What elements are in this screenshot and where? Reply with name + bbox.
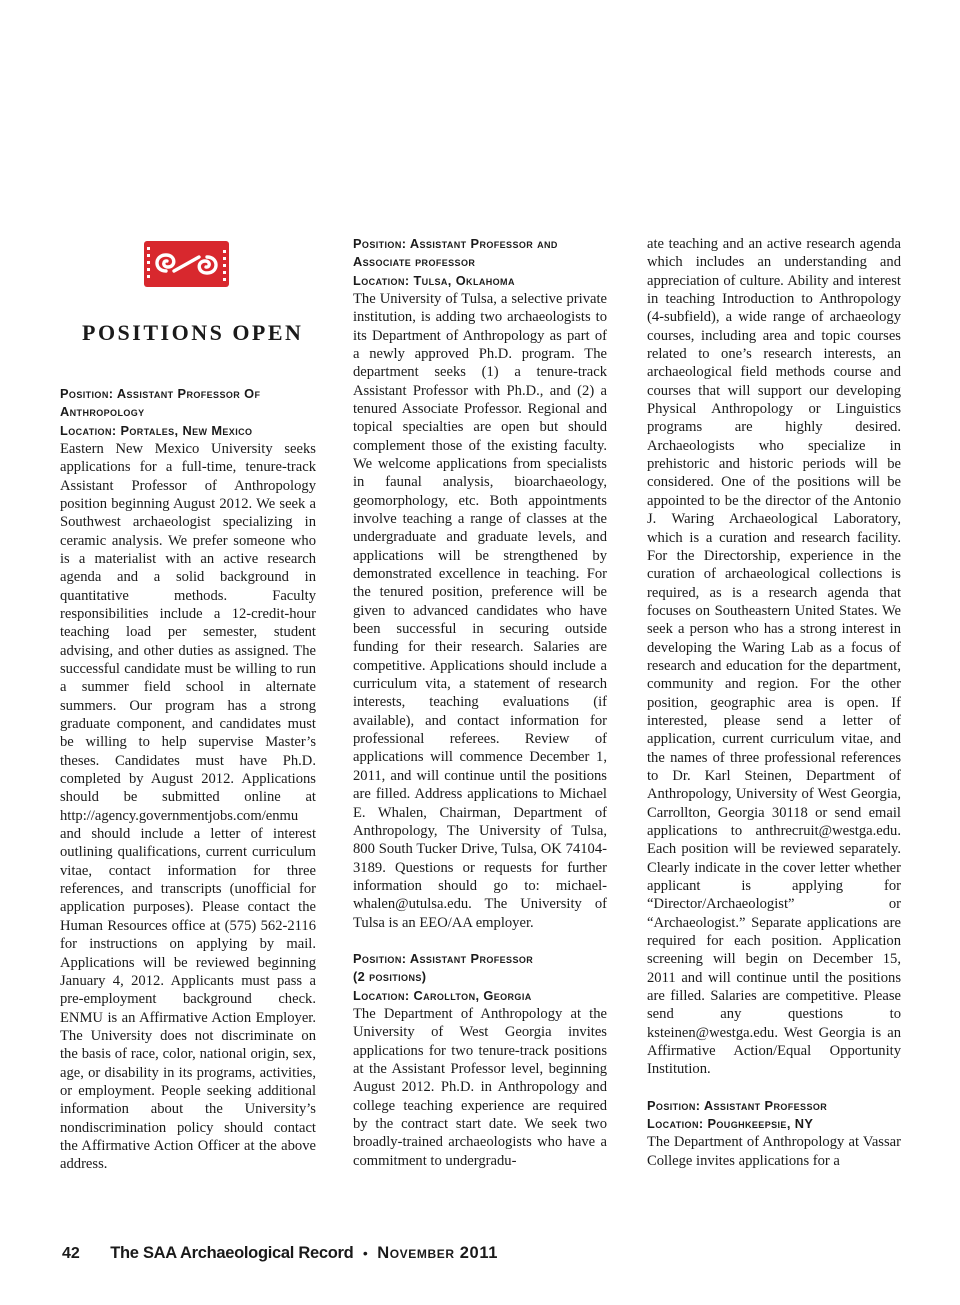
- page-number: 42: [62, 1245, 80, 1262]
- position-heading: Position: Assistant Professor Of Anthropology: [60, 386, 261, 420]
- page-title: POSITIONS OPEN: [82, 320, 304, 345]
- journal-title: The SAA Archaeological Record: [110, 1244, 354, 1262]
- issue-date: November 2011: [377, 1244, 498, 1262]
- listing-body: The Department of Anthropology at the University of West Georgia invites applications for two tenure-track positions at the Assistant Professor level, beginning August 2012. Ph.D. in Anthropology and college teaching experience are required by the contract start date. We seek two broadly-trained archaeologists who have a commitment to undergradu-: [353, 1005, 607, 1169]
- spiral-emblem-icon: [144, 241, 229, 287]
- page-footer: [62, 1244, 498, 1263]
- location-heading: Location: Portales, New Mexico: [60, 422, 253, 438]
- listing-body: The University of Tulsa, a selective private institution, is adding two archaeologists to its Department of Anthropology as part of a newly approved Ph.D. program. The department seeks (1) a tenure-track Assistant Professor with Ph.D., and (2) a tenured Associate Professor. Regional and topical specialties are open but should complement those of the existing faculty. We welcome applications from specialists in faunal analysis, bioarchaeology, geomorphology, etc. Both appointments involve teaching a range of classes at the undergraduate and graduate levels, and applications will be strengthened by demonstrated excellence in teaching. For the tenured position, preference will be given to advanced candidates who have been successful in securing outside funding for their research. Salaries are competitive. Applications should include a curriculum vita, a statement of research interests, teaching evaluations (if available), and contact information for professional referees. Review of applications will commence December 1, 2011, and will continue until the positions are filled. Address applications to Michael E. Whalen, Chairman, Department of Anthropology, The University of Tulsa, 800 South Tucker Drive, Tulsa, OK 74104-3189. Questions or requests for further information should go to: michael-whalen@utulsa.edu. The University of Tulsa is an EEO/AA employer.: [353, 290, 607, 931]
- position-heading: Position: Assistant Professor: [647, 1097, 828, 1113]
- column-2: [353, 235, 607, 1188]
- job-listing-tulsa: [353, 235, 607, 932]
- job-listing-carollton-continued: [647, 235, 901, 1079]
- position-count: (2 positions): [353, 969, 427, 985]
- listing-body: Eastern New Mexico University seeks applications for a full-time, tenure-track Assistant Professor of Anthropology position beginning August 2012. We seek a Southwest archaeologist specializing in ceramic analysis. We prefer someone who is a materialist with an active research agenda and a solid background in quantitative methods. Faculty responsibilities include a 12-credit-hour teaching load per semester, student advising, and other duties as assigned. The successful candidate must be willing to run a summer field school in alternate summers. Our program has a strong graduate component, and candidates must be willing to help supervise Master’s theses. Candidates must have Ph.D. completed by August 2012. Applications should be submitted online at http://agency.governmentjobs.com/enmu and should include a letter of interest outlining qualifications, current curriculum vitae, contact information for three references, and transcripts (unofficial for application purposes). Please contact the Human Resources office at (575) 562-2116 for instructions on applying by mail. Applications will be reviewed beginning January 4, 2012. Applicants must pass a pre-employment background check. ENMU is an Affirmative Action Employer. The University does not discriminate on the basis of race, color, national origin, sex, age, or disability in its programs, activities, or employment. People seeking additional information about the University’s nondiscrimination policy should contact the Affirmative Action Officer at the above address.: [60, 440, 316, 1173]
- job-listing-portales: [60, 385, 316, 1174]
- location-heading: Location: Tulsa, Oklahoma: [353, 272, 515, 288]
- position-heading: Position: Assistant Professor: [353, 950, 534, 966]
- job-listing-carollton: [353, 950, 607, 1170]
- position-heading: Position: Assistant Professor and Associate professor: [353, 236, 558, 270]
- location-heading: Location: Carollton, Georgia: [353, 987, 532, 1003]
- footer-bullet: •: [362, 1245, 368, 1261]
- job-listing-poughkeepsie: [647, 1097, 901, 1170]
- column-3: [647, 235, 901, 1188]
- column-1: [60, 385, 316, 1192]
- listing-body: ate teaching and an active research agenda which includes an understanding and appreciation of culture. Ability and interest in teaching Introduction to Anthropology (4-subfield), a wide range of archaeology courses, including area and topic courses related to one’s research interests, an archaeological field methods course and courses that will support our developing Physical Anthropology or Linguistics programs are highly desired. Archaeologists who specialize in prehistoric and historic periods will be considered. One of the positions will be appointed to be the director of the Antonio J. Waring Archaeological Laboratory, which is a curation and research facility. For the Directorship, experience in the curation of archaeological collections is required, as is a research agenda that focuses on Southeastern United States. We seek a person who has a strong interest in developing the Waring Lab as a focus of research and education for the department, community and region. For the other position, geographic area is open. If interested, please send a letter of application, current curriculum vitae, and the names of three professional references to Dr. Karl Steinen, Department of Anthropology, University of West Georgia, Carrollton, Georgia 30118 or send email applications to anthrecruit@westga.edu. Each position will be reviewed separately. Clearly indicate in the cover letter whether applicant is applying for “Director/Archaeologist” or “Archaeologist.” Separate applications are required for each position. Application screening will begin on December 15, 2011 and will continue until the positions are filled. Salaries are competitive. Please send any questions to ksteinen@westga.edu. West Georgia is an Affirmative Action/Equal Opportunity Institution.: [647, 236, 901, 1078]
- listing-body: The Department of Anthropology at Vassar College invites applications for a: [647, 1134, 901, 1169]
- location-heading: Location: Poughkeepsie, NY: [647, 1116, 814, 1132]
